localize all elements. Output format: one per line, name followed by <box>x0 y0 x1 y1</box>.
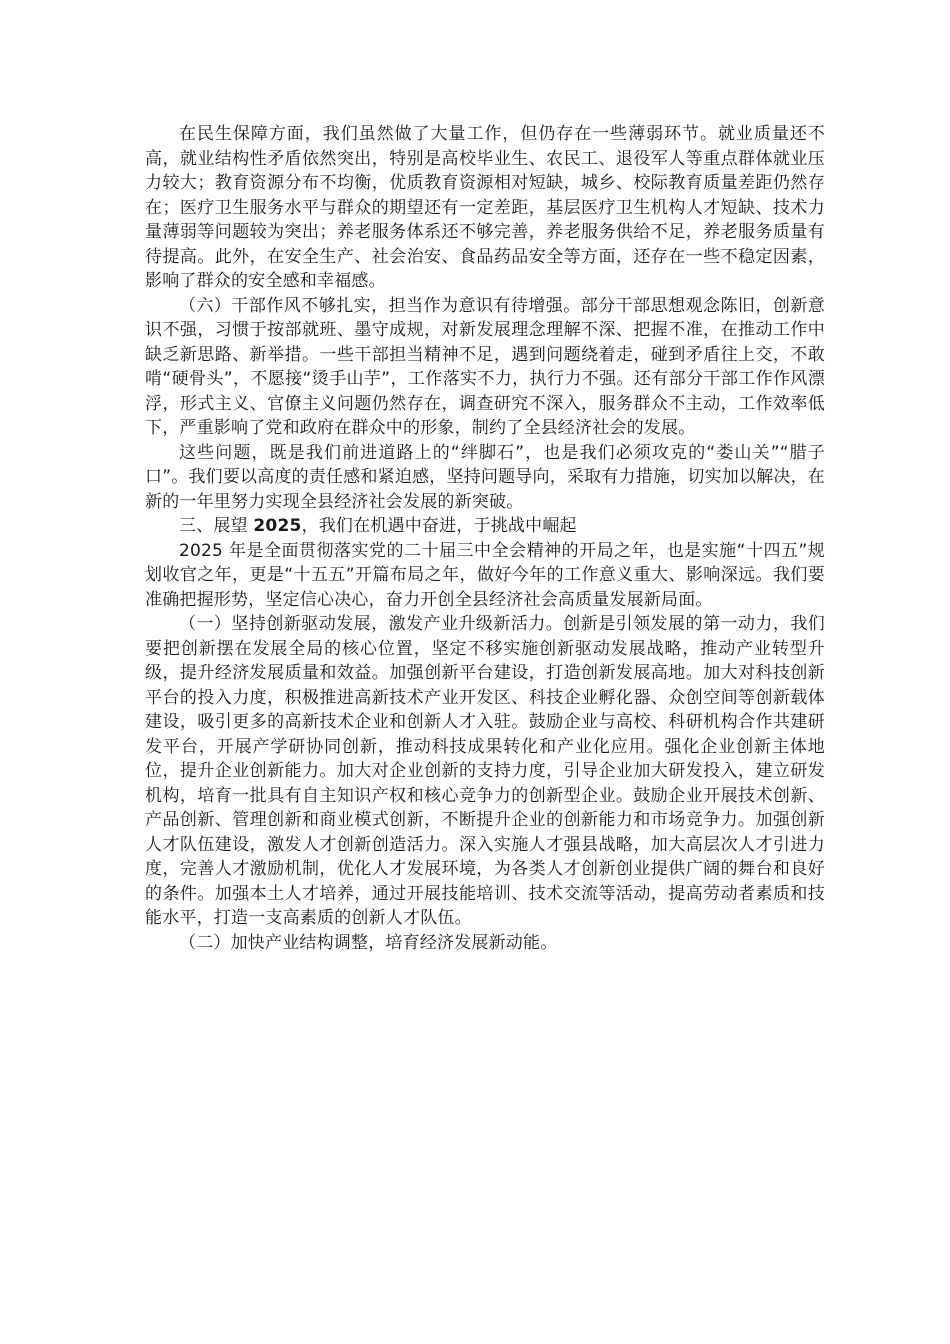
paragraph-problems-summary: 这些问题，既是我们前进道路上的“绊脚石”，也是我们必须攻克的“娄山关”“腊子口”。我们要以高度的责任感和紧迫感，坚持问题导向，采取有力措施，切实加以解决，在新的一年里努力实现全县经济社会发展的新突破。 <box>145 442 825 512</box>
document-page <box>145 122 825 955</box>
section-heading-year: 2025 <box>253 516 302 536</box>
section-heading-suffix: ，我们在机遇中奋进，于挑战中崛起 <box>301 516 577 536</box>
section-heading-outlook <box>145 514 825 539</box>
section-heading-prefix: 三、展望 <box>179 516 254 536</box>
paragraph-2025-intro: 2025 年是全面贯彻落实党的二十届三中全会精神的开局之年，也是实施“十四五”规划收官之年，更是“十五五”开篇布局之年，做好今年的工作意义重大、影响深远。我们要准确把握形势，坚定信心决心，奋力开创全县经济社会高质量发展新局面。 <box>145 540 825 610</box>
paragraph-industry-structure: （二）加快产业结构调整，培育经济发展新动能。 <box>179 932 558 953</box>
paragraph-innovation: （一）坚持创新驱动发展，激发产业升级新活力。创新是引领发展的第一动力，我们要把创新摆在发展全局的核心位置，坚定不移实施创新驱动发展战略，推动产业转型升级，提升经济发展质量和效益。加强创新平台建设，打造创新发展高地。加大对科技创新平台的投入力度，积极推进高新技术产业开发区、科技企业孵化器、众创空间等创新载体建设，吸引更多的高新技术企业和创新人才入驻。鼓励企业与高校、科研机构合作共建研发平台，开展产学研协同创新，推动科技成果转化和产业化应用。强化企业创新主体地位，提升企业创新能力。加大对企业创新的支持力度，引导企业加大研发投入，建立研发机构，培育一批具有自主知识产权和核心竞争力的创新型企业。鼓励企业开展技术创新、产品创新、管理创新和商业模式创新，不断提升企业的创新能力和市场竞争力。加强创新人才队伍建设，激发人才创新创造活力。深入实施人才强县战略，加大高层次人才引进力度，完善人才激励机制，优化人才发展环境，为各类人才创新创业提供广阔的舞台和良好的条件。加强本土人才培养，通过开展技能培训、技术交流等活动，提高劳动者素质和技能水平，打造一支高素质的创新人才队伍。 <box>145 614 825 928</box>
paragraph-cadre-style: （六）干部作风不够扎实，担当作为意识有待增强。部分干部思想观念陈旧，创新意识不强，习惯于按部就班、墨守成规，对新发展理念理解不深、把握不准，在推动工作中缺乏新思路、新举措。一些干部担当精神不足，遇到问题绕着走，碰到矛盾往上交，不敢啃“硬骨头”，不愿接“烫手山芋”，工作落实不力，执行力不强。还有部分干部工作作风漂浮，形式主义、官僚主义问题仍然存在，调查研究不深入，服务群众不主动，工作效率低下，严重影响了党和政府在群众中的形象，制约了全县经济社会的发展。 <box>145 295 825 438</box>
paragraph-livelihood: 在民生保障方面，我们虽然做了大量工作，但仍存在一些薄弱环节。就业质量还不高，就业结构性矛盾依然突出，特别是高校毕业生、农民工、退役军人等重点群体就业压力较大；教育资源分布不均衡，优质教育资源相对短缺，城乡、校际教育质量差距仍然存在；医疗卫生服务水平与群众的期望还有一定差距，基层医疗卫生机构人才短缺、技术力量薄弱等问题较为突出；养老服务体系还不够完善，养老服务供给不足，养老服务质量有待提高。此外，在安全生产、社会治安、食品药品安全等方面，还存在一些不稳定因素，影响了群众的安全感和幸福感。 <box>145 124 825 291</box>
